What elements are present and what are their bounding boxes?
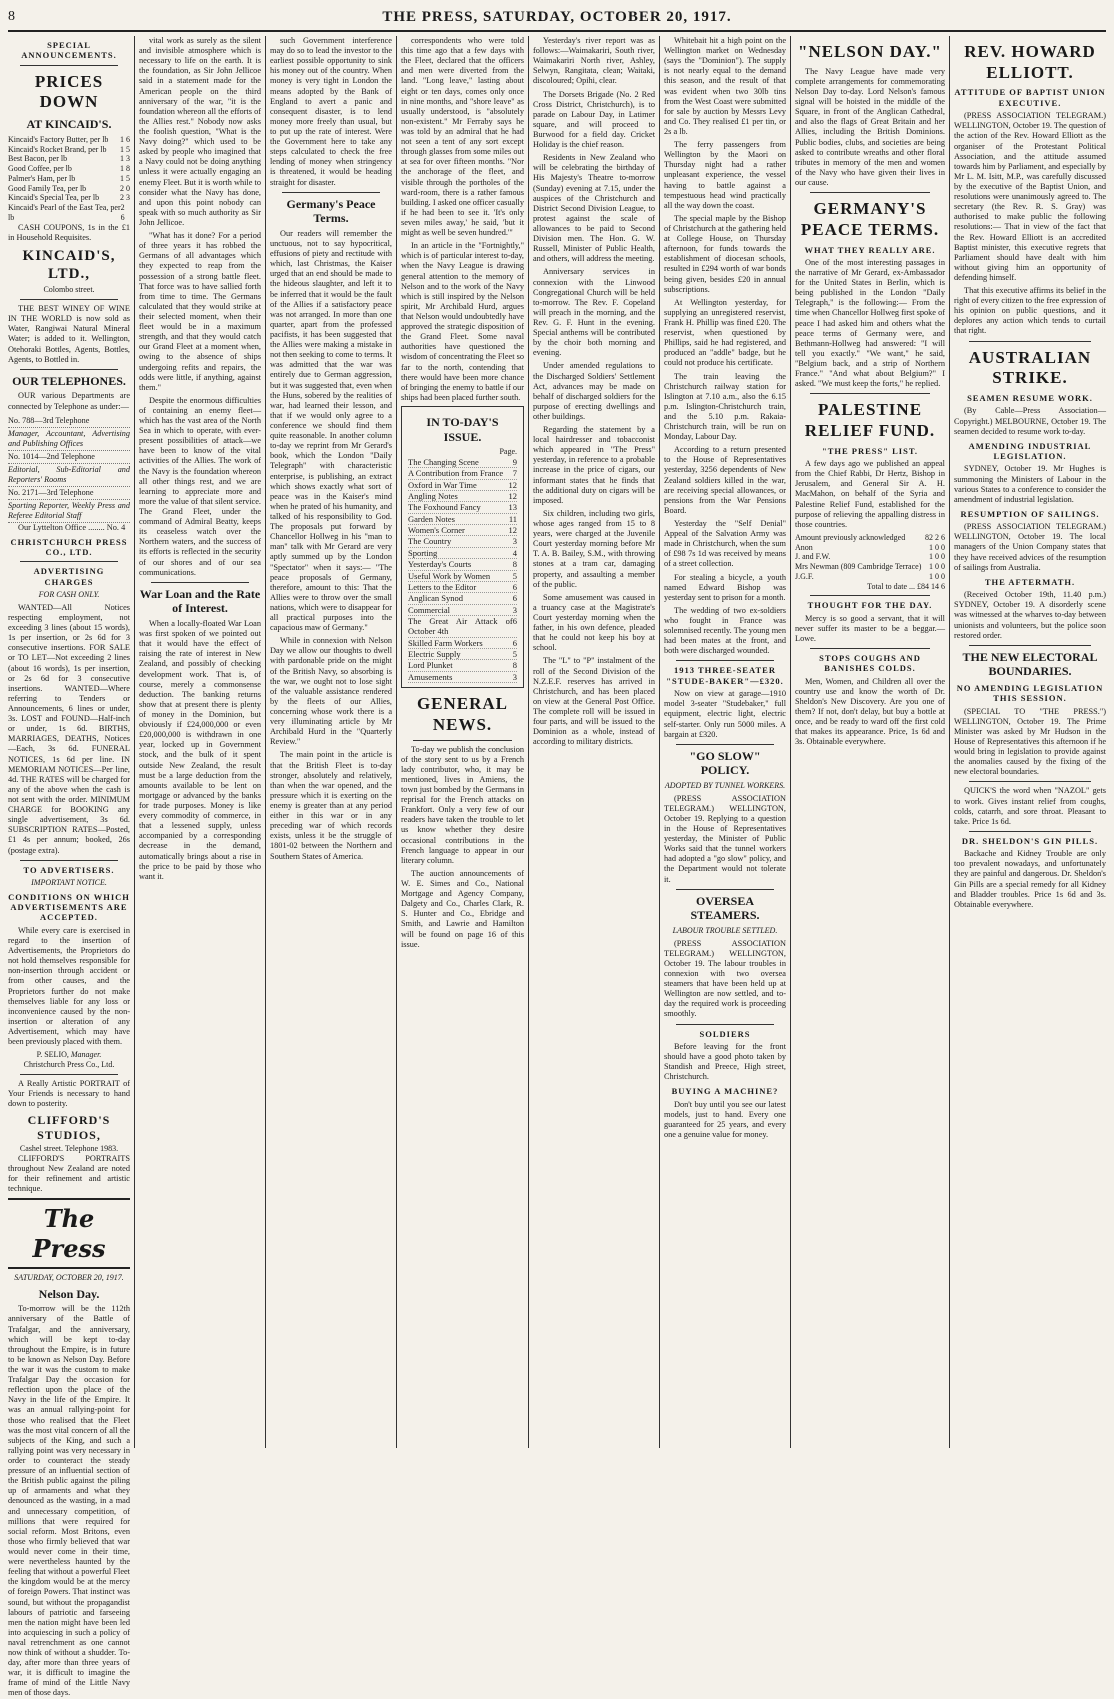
germany-peace-text: One of the most interesting passages in the narrative of Mr Gerard, ex-Ambassador for the United States in Berlin, which is being published in the London "Daily Telegraph," is the following:— From the time when Chancellor Hollweg first spoke of peace I had asked him and others what the peace terms of Germany were, and Bethmann-Hollweg had answered: "I will tell you exactly." "We want," he said, "Belgium back, and a strip of Northern France." "And what about Belgium?" I asked. "We must keep the forts," he replied. bbox=[795, 257, 945, 389]
manager-signature: P. SELIO, Manager. bbox=[36, 1050, 102, 1060]
page-number: 8 bbox=[8, 9, 16, 24]
price-row: Best Bacon, per lb 1 3 bbox=[8, 154, 130, 164]
company-name: CHRISTCHURCH PRESS CO., LTD. bbox=[10, 536, 128, 558]
peace-terms-title: Germany's Peace Terms. bbox=[286, 196, 376, 226]
kincaid-address: Colombo street. bbox=[43, 285, 95, 295]
price-row: Kincaid's Factory Butter, per lb 1 6 bbox=[8, 134, 130, 144]
electoral-sub: NO AMENDING LEGISLATION THIS SESSION. bbox=[956, 682, 1104, 704]
toc-row: Yesterday's Courts 8 bbox=[408, 559, 517, 570]
toc-row: Garden Notes 11 bbox=[408, 513, 517, 524]
elliott-sub: ATTITUDE OF BAPTIST UNION EXECUTIVE. bbox=[954, 87, 1106, 108]
nelson-day-text: The Navy League have made very complete arrangements for commemorating Nelson Day to-day. Lord Nelson's famous signal will be hoisted in the middle of the Square, in front of the Anglican Cathedral, and also the flags of Great Britain and her Allies, including the British Dominions. Public bodies, clubs, and societies are being asked to contribute wreaths and other floral tributes in memory of the men and women of the Navy who have given their lives in our cause. bbox=[795, 66, 945, 187]
subscription-list bbox=[795, 533, 945, 592]
leader-title: Nelson Day. bbox=[38, 1286, 100, 1301]
general-news-text: To-day we publish the conclusion of the story sent to us by a French lady contributor, who, it may be mentioned, lives in Amiens, the town just bombed by the Germans in reprisal for the French attacks on Frankfort. Only a very few of our readers have taken the trouble to let us know whether they desire occasional contributions in the French language to appear in our literary column. bbox=[401, 744, 524, 865]
cliffords-text: CLIFFORD'S PORTRAITS throughout New Zealand are noted for their refinement and artistic technique. bbox=[8, 1153, 130, 1194]
toc-row: Useful Work by Women 5 bbox=[408, 570, 517, 581]
electoral-heading: THE NEW ELECTORAL BOUNDARIES. bbox=[962, 649, 1098, 679]
toc-row: Skilled Farm Workers 6 bbox=[408, 637, 517, 648]
aftermath-heading: THE AFTERMATH. bbox=[984, 576, 1076, 587]
gin-pills-heading: DR. SHELDON'S GIN PILLS. bbox=[961, 835, 1099, 846]
general-news-heading: GENERAL NEWS. bbox=[416, 694, 509, 734]
cash-coupons-text: CASH COUPONS, 1s in the £1 in Household Requisites. bbox=[8, 222, 130, 242]
subscription-row: J. and F.W. 1 0 0 bbox=[795, 552, 945, 562]
australian-strike-heading: AUSTRALIAN STRIKE. bbox=[968, 347, 1092, 388]
general-news-text-2: The auction announcements of W. E. Simes and Co., National Mortgage and Agency Company, Dalgety and Co., Charles Clark, R. S. Hunter and Co., Ebridge and Smith, and Lawrie and Hamilton will be found on page 16 of this issue. bbox=[401, 868, 524, 949]
news-paragraph: The train leaving the Christchurch railway station for Islington at 7.10 a.m., also the 6.15 p.m. Islington-Christchurch train, and the 5.10 p.m. Rakaia-Christchurch train, will be run on Monday, Labour Day. bbox=[664, 371, 786, 442]
news-paragraph: Under amended regulations to the Discharged Soldiers' Settlement Act, advances may be made on behalf of discharged soldiers for the purpose of erecting dwellings and other buildings. bbox=[533, 361, 655, 421]
article-paragraph: In an article in the "Fortnightly," which is of particular interest to-day, when the Navy League is drawing general attention to the memory of Nelson and to the work of the Navy which is still inspired by the Nelson spirit, Mr Archibald Hurd, argues that Nelson would undoubtedly have approved the strategic disposition of the Grand Fleet. Some naval authorities have questioned the wisdom of concentrating the Fleet so far to the north, contending that there would have been more chance of bringing the enemy to battle if our ships had been placed further south. bbox=[401, 241, 524, 402]
article-paragraph: Despite the enormous difficulties of containing an enemy fleet—which has the vast area of the North Sea in which to operate, with ever-present possibilities of attack—we have been to know of the vital activities of the Allies. The work of the Navy is the foundation whereon all other things rest, and we are learning to appreciate more and more the value of that silent service. The Grand Fleet, under the command of Admiral Beatty, keeps its ceaseless watch over the Northern waters, and the success of its efforts is reflected in the security of our shores and of our sea communications. bbox=[139, 395, 261, 577]
column-7 bbox=[795, 36, 945, 1448]
article-paragraph: "What has it done? For a period of three years it has robbed the Germans of all advantages which they expected to reap from the possession of a strong battle fleet. That force was to have sallied forth from time to time. The Germans calculated that they would strike at their selected moment, when their fleet would be in a maximum strength, and that they would catch our Grand Fleet at a moment when, owing to the absence of ships undergoing refits and repairs, the odds were little, if anything, against them." bbox=[139, 231, 261, 392]
sailings-text: (PRESS ASSOCIATION TELEGRAM.) WELLINGTON, October 19. The local managers of the Union Company states that they have received advices of the resumption of sailings from Australia. bbox=[954, 522, 1106, 572]
column-rule bbox=[659, 36, 660, 1448]
adv-charges-text: WANTED—All Notices respecting employment, not exceeding 3 lines (about 15 words), 1s per insertion, or 2s 6d for 3 consecutive insertions. FOR SALE or TO LET—Not exceeding 2 lines (about 16 words), 1s per insertion, or 2s 6d for 3 consecutive insertions. WANTED—Where referring to Tenders or Announcements, 6 lines or under, 3s. LOST and FOUND—Half-inch or under, 1s 6d. BIRTHS, MARRIAGES, DEATHS, Notices—Each, 3s 6d. FUNERAL NOTICES, 1s 6d per line. IN MEMORIAM NOTICES—Per line, 4d. THE RATES will be charged for any of the above when the cash is not sent with the order. MINIMUM CHARGE for BOOKING any single advertisement, 3s 6d. SUBSCRIPTION RATES—Posted, £1 4s per annum; booked, 26s (postage extra). bbox=[8, 602, 130, 855]
peace-terms-text-2: While in connexion with Nelson Day we allow our thoughts to dwell with pardonable pride on the might of the British Navy, so absorbing is the war, we ought not to lose sight of the valuable assistance rendered by the fleets of our Allies, concerning whose work there is a very illuminating article by Mr Archibald Hurd in the "Quarterly Review." bbox=[270, 636, 392, 747]
soldiers-heading: SOLDIERS bbox=[699, 1028, 751, 1039]
article-paragraph: such Government interference may do so to lead the investor to the earliest possible opportunity to sink his money out of the country. When money is very tight in London the means adopted by the Bank of England to avert a panic and consequent disaster, is to lend money more freely than usual, but to put up the rate of interest. Were the Government here to take any steps calculated to check the free lending of money when stringency is threatened, it would be heading straight for disaster. bbox=[270, 36, 392, 187]
toc-row: The Great Air Attack of October 4th 6 bbox=[408, 615, 517, 637]
conditions-heading: CONDITIONS ON WHICH ADVERTISEMENTS ARE ACCEPTED. bbox=[8, 891, 130, 923]
coughs-text: Men, Women, and Children all over the country use and know the worth of Dr. Sheldon's New Discovery. Are you one of them? If not, don't delay, but buy a bottle at once, and be ready to ward off the first cold that makes its appearance. Price, 1s 6d and 3s. Obtainable everywhere. bbox=[795, 676, 945, 747]
toc-row: Angling Notes 12 bbox=[408, 491, 517, 502]
masthead bbox=[8, 4, 1106, 32]
price-row: Kincaid's Rocket Brand, per lb 1 5 bbox=[8, 144, 130, 154]
phone-row: No. 2171—3rd Telephone bbox=[8, 487, 130, 500]
news-paragraph: The Dorsets Brigade (No. 2 Red Cross District, Christchurch), is to parade on Labour Day, in Latimer square, and will proceed to Burwood for a field day. Cricket Holiday is the chief reason. bbox=[533, 89, 655, 150]
column-3 bbox=[270, 36, 392, 1448]
toc-row: Oxford in War Time 12 bbox=[408, 479, 517, 490]
oversea-sub: LABOUR TROUBLE SETTLED. bbox=[672, 925, 778, 935]
leader-date: SATURDAY, OCTOBER 20, 1917. bbox=[14, 1272, 124, 1282]
news-paragraph: The special maple by the Bishop of Christchurch at the gathering held at College House, on Thursday afternoon, for funds towards the establishment of diocesan schools, resulted in £294 worth of war bonds being given, besides £20 in annual subscriptions. bbox=[664, 213, 786, 294]
portrait-ad: A Really Artistic PORTRAIT of Your Friends is necessary to hand down to posterity. bbox=[8, 1078, 130, 1108]
germany-peace-sub: WHAT THEY REALLY ARE. bbox=[804, 244, 936, 255]
leader-text: To-morrow will be the 112th anniversary of the Battle of Trafalgar, and the anniversary, which will be kept to-day throughout the Empire, is in future to be known as Nelson Day. Before the war it was the custom to make Trafalgar Day the occasion for reflection upon the place of the Navy in the life of the Empire. It was an annual rallying-point for those who realised that the Fleet was the most vital concern of all the subjects of the King, and such a rallying point was very necessary in order to counteract the steady pressure of an influential section of the British public against the piling up of armaments and what they denounced as the wasting, in a mad and unnecessary competition, of millions that were required for social reform. Most Britons, even those who firmly believed that war would never come in their time, were nevertheless haunted by the feeling that without a powerful Fleet the kingdom would be at the mercy of foreign Powers. That instinct was sound, but without the propagandist labours of patriotic and farseeing men the nation might have been led into acquiescing in such a policy of naval retrenchment as one cannot now think of without a shudder. To-day, after more than three years of war, it is difficult to imagine the frame of mind of the Little Navy men of those days. bbox=[8, 1304, 130, 1698]
news-paragraph: Regarding the statement by a local hairdresser and tobacconist which appeared in "The Press" yesterday, in reference to a probable increase in the price of cigars, our informant states that he finds that the additional duty on cigars will be imposed. bbox=[533, 425, 655, 505]
phone-dept: Editorial, Sub-Editorial and Reporters' Rooms bbox=[8, 464, 130, 487]
best-wine-ad: THE BEST WINEY OF WINE IN THE WORLD is now sold as Water, Rangiwai Natural Mineral Water; is added to it. Wellington, Otehoraki Bottles, Agents, Bottles, Agents, to Bottled in. bbox=[8, 304, 130, 364]
phones-intro: OUR various Departments are connected by Telephone as under:— bbox=[8, 391, 130, 411]
column-6 bbox=[664, 36, 786, 1448]
studebaker-heading: 1913 THREE-SEATER "STUDE-BAKER"—£320. bbox=[666, 665, 784, 686]
subscription-row: Anon 1 0 0 bbox=[795, 542, 945, 552]
phone-row: No. 1014—2nd Telephone bbox=[8, 451, 130, 464]
news-paragraph: At Wellington yesterday, for supplying an unregistered reservist, Frank H. Phillip was fined £20. The reservist, when questioned by Phillips, said he had registered, and produced an "addle" badge, but he could not produce his certificate. bbox=[664, 297, 786, 368]
news-paragraph: Residents in New Zealand who will be celebrating the birthday of His Majesty's Theatre to-morrow (Sunday) evening at 7.15, under the auspices of the Christchurch and District Second Division League, to protest against the scale of allowances to be paid to Second Division men. The Hon. G. W. Russell, Minister of Public Health, and others, will address the meeting. bbox=[533, 153, 655, 264]
amending-heading: AMENDING INDUSTRIAL LEGISLATION. bbox=[968, 440, 1092, 462]
article-paragraph: vital work as surely as the silent and invisible atmosphere which is necessary to life on the earth. It is the foundation, as Sir John Jellicoe said in a statement made for the American people on the third anniversary of the war, "it is the foundation whereon all the efforts of the Allies rest." Nobody now asks the foolish question, "What is the Navy doing?" which used to be asked by people who imagined that a Navy could not be doing anything unless it were actually engaging an enemy Fleet. But it is worth while to consider what the Navy has done, and upon this point nobody can speak with so much authority as Sir John Jellicoe. bbox=[139, 36, 261, 227]
news-paragraph: Anniversary services in connexion with the Linwood Congregational Church will be held to-morrow. The Rev. F. Copeland will preach in the morning, and the Rev. G. F. Hunt in the evening. Special anthems will be contributed by the choir both morning and evening. bbox=[533, 267, 655, 358]
todays-issue-heading: IN TO-DAY'S ISSUE. bbox=[426, 414, 499, 444]
column-rule bbox=[949, 36, 950, 1448]
column-5 bbox=[533, 36, 655, 1448]
column-rule bbox=[396, 36, 397, 1448]
war-loan-title: War Loan and the Rate of Interest. bbox=[139, 586, 261, 616]
subscription-row: Mrs Newman (809 Cambridge Terrace) 1 0 0 bbox=[795, 562, 945, 572]
paper-title: The Press bbox=[32, 1204, 106, 1263]
thought-heading: THOUGHT FOR THE DAY. bbox=[807, 600, 933, 611]
price-row: Good Coffee, per lb 1 8 bbox=[8, 164, 130, 174]
phones-heading: OUR TELEPHONES. bbox=[12, 373, 126, 388]
todays-issue-box bbox=[401, 406, 524, 688]
manager-company: Christchurch Press Co., Ltd. bbox=[23, 1059, 115, 1069]
column-8 bbox=[954, 36, 1106, 1448]
important-notice: IMPORTANT NOTICE. bbox=[31, 878, 107, 888]
australian-strike-text: (By Cable—Press Association—Copyright.) MELBOURNE, October 19. The seamen decided to resume work to-day. bbox=[954, 406, 1106, 436]
column-4 bbox=[401, 36, 524, 1448]
news-paragraph: Six children, including two girls, whose ages ranged from 15 to 8 years, were charged at the Juvenile Court yesterday morning before Mr T. A. B. Bailey, S.M., with throwing stones at a tram car, damaging property, and assaulting a member of the public. bbox=[533, 508, 655, 589]
war-loan-text: When a locally-floated War Loan was first spoken of we pointed out that it would have the effect of raising the rate of interest in New Zealand, and possibly of checking development work. That is, of course, merely a commonsense deduction. The banking returns show that at present there is plenty of money in the Dominion, but obviously if £24,000,000 or even £20,000,000 is withdrawn in one year, locked up in Government stock, and the bulk of it spent outside New Zealand, the result must be a large deduction from the amounts available to be lent on mortgage or advanced by the banks for trade purposes. Money is like every commodity of commerce, in that a lessened supply, unless accompanied by a corresponding decrease in the demand, automatically brings about a rise in the price to be paid by those who want it. bbox=[139, 619, 261, 881]
toc-row: Sporting 4 bbox=[408, 547, 517, 558]
toc-row: Amusements 3 bbox=[408, 671, 517, 682]
price-row: Palmer's Ham, per lb 1 5 bbox=[8, 173, 130, 183]
kincaid-firm-name: KINCAID'S, LTD., bbox=[22, 247, 116, 283]
to-advertisers-heading: TO ADVERTISERS. bbox=[23, 864, 115, 875]
phone-list bbox=[8, 415, 130, 523]
subscription-row: Amount previously acknowledged 82 2 6 bbox=[795, 532, 945, 542]
germany-peace-heading: GERMANY'S PEACE TERMS. bbox=[800, 199, 940, 239]
palestine-text: A few days ago we published an appeal from the Chief Rabbi, Dr Hertz, Bishop in Jerusalem, and General Sir A. H. MacMahon, on behalf of the Syria and Palestine Relief Fund, established for the purpose of relieving the appalling distress in those countries. bbox=[795, 459, 945, 529]
toc-row: Commercial 3 bbox=[408, 604, 517, 615]
toc-row: Electric Supply 5 bbox=[408, 649, 517, 660]
cliffords-name: CLIFFORD'S STUDIOS, bbox=[27, 1112, 111, 1142]
machine-heading: BUYING A MACHINE? bbox=[671, 1086, 779, 1097]
news-paragraph: According to a return presented to the House of Representatives yesterday, 3256 dependents of New Zealand soldiers killed in the war, are receiving special allowances, or pensions from the War Pensions Board. bbox=[664, 445, 786, 515]
news-paragraph: The ferry passengers from Wellington by the Maori on Thursday night had a rather unpleasant experience, the vessel having to battle against a tempestuous head wind practically all the way down the coast. bbox=[664, 140, 786, 210]
price-row: Good Family Tea, per lb 2 0 bbox=[8, 183, 130, 193]
phone-dept: Sporting Reporter, Weekly Press and Referee Editorial Staff bbox=[8, 500, 130, 523]
adv-charges-heading: ADVERTISING CHARGES bbox=[33, 566, 105, 587]
column-rule bbox=[528, 36, 529, 1448]
thought-text: Mercy is so good a servant, that it will never suffer its master to be a beggar.—Lowe. bbox=[795, 613, 945, 643]
toc-row: Letters to the Editor 6 bbox=[408, 581, 517, 592]
aftermath-text: (Received October 19th, 11.40 p.m.) SYDNEY, October 19. A disorderly scene was witnessed at the wharves to-day between unionists and volunteers, but the police soon restored order. bbox=[954, 590, 1106, 640]
nazol-ad: QUICK'S the word when "NAZOL" gets to work. Gives instant relief from coughs, colds, catarrh, and sore throat. Pleasant to take. Price 1s 6d. bbox=[954, 786, 1106, 826]
subscription-row: J.G.F. 1 0 0 bbox=[795, 571, 945, 581]
news-paragraph: Whitebait hit a high point on the Wellington market on Wednesday (says the "Dominion"). The supply is not nearly equal to the demand this season, and the result of that was evident when two 30lb tins from the West Coast were submitted for sale by auction by Messrs Levy and Co. They realised £1 per tin, or 2s a lb. bbox=[664, 36, 786, 136]
column-1 bbox=[8, 36, 130, 1698]
sailings-heading: RESUMPTION OF SAILINGS. bbox=[960, 508, 1100, 519]
amending-text: SYDNEY, October 19. Mr Hughes is summoning the Ministers of Labour in the various States to a conference to consider the amendment of industrial legislation. bbox=[954, 464, 1106, 504]
conditions-text: While every care is exercised in regard to the insertion of Advertisements, the Proprietors do not hold themselves responsible for non-insertion through accident or from other causes, and the Proprietors further do not make themselves liable for any loss or inconvenience caused by the non-insertion or alteration of any Advertisement, which may have been previously placed with them. bbox=[8, 925, 130, 1047]
toc-row: The Foxhound Fancy 13 bbox=[408, 502, 517, 513]
australian-strike-sub: SEAMEN RESUME WORK. bbox=[967, 393, 1093, 404]
palestine-sub: "THE PRESS" LIST. bbox=[822, 445, 918, 456]
news-paragraph: For stealing a bicycle, a youth named Edward Bishop was yesterday sent to prison for a month. bbox=[664, 572, 786, 602]
toc-row: Women's Corner 12 bbox=[408, 525, 517, 536]
palestine-heading: PALESTINE RELIEF FUND. bbox=[804, 400, 936, 441]
column-2 bbox=[139, 36, 261, 1448]
nelson-day-heading: "NELSON DAY." bbox=[798, 42, 942, 61]
toc-row: The Changing Scene 9 bbox=[408, 456, 517, 467]
news-paragraph: Yesterday the "Self Denial" Appeal of the Salvation Army was made in Christchurch, when the sum of £98 7s 1d was received by means of a street collection. bbox=[664, 519, 786, 569]
at-kincaids-heading: AT KINCAID'S. bbox=[26, 117, 112, 132]
elliott-text: (PRESS ASSOCIATION TELEGRAM.) WELLINGTON, October 19. The question of the action of the Rev. Howard Elliott as the organiser of the Protestant Political Association, and the attitude assumed towards him by Parliament, and especially by Mr L. M. Isitt, M.P., was carefully discussed by the executive of the Baptist Union, and resolutions were unanimously agreed to. The secretary (the Rev. R. S. Gray) was authorised to make public the following resolutions:— That in view of the fact that the Rev. Howard Elliott is an accredited Baptist minister, this executive regrets that Parliament should have dealt with him without giving him an opportunity of defending himself. bbox=[954, 111, 1106, 282]
studebaker-text: Now on view at garage—1910 model 3-seater "Studebaker," full equipment, electric light, electric self-starter. Only run 5000 miles. A bargain at £320. bbox=[664, 689, 786, 739]
adv-charges-sub: FOR CASH ONLY. bbox=[38, 590, 100, 600]
soldiers-text: Before leaving for the front should have a good photo taken by Standish and Preece, High street, Christchurch. bbox=[664, 1041, 786, 1082]
news-paragraph: The wedding of two ex-soldiers who fought in France was solemnised recently. The young men had been mates at the front, and both were discharged wounded. bbox=[664, 605, 786, 656]
machine-text: Don't buy until you see our latest models, just to hand. Every one guaranteed for 25 years, and every one a genuine value for money. bbox=[664, 1099, 786, 1140]
lyttelton-office: Our Lyttelton Office ........ No. 4 bbox=[18, 522, 126, 532]
toc-page-label: Page. bbox=[499, 447, 517, 457]
column-rule bbox=[265, 36, 266, 1448]
go-slow-sub: ADOPTED BY TUNNEL WORKERS. bbox=[664, 780, 786, 790]
special-announcements-heading: SPECIAL ANNOUNCEMENTS. bbox=[21, 40, 117, 61]
peace-terms-text: Our readers will remember the unctuous, not to say hypocritical, effusions of piety and rectitude with which, last Christmas, the Kaiser urged that an end should be made to the hideous slaughter, and left it to be inferred that it would be the fault of the Allies if a satisfactory peace was not arranged. In more than one quarter, apart from the professed pacifists, it has been suggested that the Allies were making a mistake in not then seeking to come to terms. It was admitted that the war was entirely due to German aggression, but it was suggested that, even when the Huns, sobered by the realities of war, had learned their lesson, and that if we would only agree to a conference we should find them quite reasonable. In another column to-day we reprint from Mr Gerard's book, which the London "Daily Telegraph" with characteristic enterprise, is publishing, an extract which shows exactly what sort of peace was in the Kaiser's mind when he prated of his humanity, and talked of his responsibility to God. The proposals put forward by Chancellor Hollweg in his "man to man" talk with Mr Gerard are very aptly summed up by the London "Spectator" when it says:— "The peace proposals of Germany, therefore, amount to this: That the Allies were to throw over the small nations, which were to disappear for all practical purposes into the capacious maw of Germany." bbox=[270, 228, 392, 633]
go-slow-text: (PRESS ASSOCIATION TELEGRAM.) WELLINGTON, October 19. Replying to a question in the House of Representatives yesterday, the Minister of Public Works said that the tunnel workers had adopted a "go slow" policy, and the Department would not tolerate it. bbox=[664, 793, 786, 884]
elliott-heading: REV. HOWARD ELLIOTT. bbox=[964, 42, 1096, 82]
masthead-title: THE PRESS, SATURDAY, OCTOBER 20, 1917. bbox=[382, 8, 732, 25]
toc-row: Anglican Synod 6 bbox=[408, 593, 517, 604]
toc-row: The Country 3 bbox=[408, 536, 517, 547]
electoral-text: (SPECIAL TO "THE PRESS.") WELLINGTON, October 19. The Prime Minister was asked by Mr Hudson in the House of Representatives this afternoon if he would bring in legislation to provide against the anomalies caused by the fixing of the new electoral boundaries. bbox=[954, 706, 1106, 777]
phone-row: No. 788—3rd Telephone bbox=[8, 415, 130, 428]
cliffords-address: Cashel street. Telephone 1983. bbox=[19, 1144, 119, 1154]
prices-down-heading: PRICES DOWN bbox=[34, 71, 104, 112]
coughs-heading: STOPS COUGHS AND BANISHES COLDS. bbox=[819, 653, 921, 674]
subscription-total: Total to date ... £84 14 6 bbox=[867, 581, 945, 591]
news-paragraph: Some amusement was caused in a truancy case at the Magistrate's Court yesterday morning when the father, in his own defence, pleaded that he could not keep his boy at school. bbox=[533, 592, 655, 653]
price-row: Kincaid's Pearl of the East Tea, per lb 2 6 bbox=[8, 203, 125, 222]
elliott-text-2: That this executive affirms its belief in the right of every citizen to the free expression of his opinion on public questions, and it deplores any action which tends to curtail that right. bbox=[954, 286, 1106, 336]
price-list bbox=[8, 135, 130, 223]
news-paragraph: The "L" to "P" instalment of the roll of the Second Division of the N.Z.E.F. reserves has arrived in Christchurch, and has been placed on view at the General Post Office. The complete roll will be issued in four parts, and will be issued to the Dominion as a whole, instead of according to military districts. bbox=[533, 656, 655, 747]
oversea-heading: OVERSEA STEAMERS. bbox=[690, 893, 760, 923]
oversea-text: (PRESS ASSOCIATION TELEGRAM.) WELLINGTON, October 19. The labour troubles in connexion with two oversea steamers that have been held up at Wellington are now settled, and to-day the required work is proceeding smoothly. bbox=[664, 938, 786, 1019]
phone-dept: Manager, Accountant, Advertising and Publishing Offices bbox=[8, 428, 130, 451]
toc-row: Lord Plunket 8 bbox=[408, 660, 517, 671]
peace-terms-text-3: The main point in the article is that the British Fleet is to-day stronger, absolutely and relatively, than when the war opened, and the pressure which it is exerting on the enemy is greater than at any period either in this war or in any preceding war of which records exists, unless it be the struggle of 1801-02 between the Northern and Southern States of America. bbox=[270, 750, 392, 861]
news-paragraph: Yesterday's river report was as follows:—Waimakariri, South river, Waimakariri North river, Ashley, Selwyn, Rangitata, clean; Waitaki, discoloured; Opihi, clear. bbox=[533, 36, 655, 86]
gin-pills-text: Backache and Kidney Trouble are only too prevalent nowadays, and unfortunately they are painful and dangerous. Dr. Sheldon's Gin Pills are a special remedy for all Kidney and Bladder troubles. Price 1s 6d and 3s. Obtainable everywhere. bbox=[954, 849, 1106, 909]
toc-row: A Contribution from France 7 bbox=[408, 468, 517, 479]
column-rule bbox=[790, 36, 791, 1448]
column-rule bbox=[134, 36, 135, 1448]
article-paragraph: correspondents who were told this time ago that a few days with the Fleet, declared that the officers and men were diverted from the land. "Long leave," lasting about eight or ten days, comes only once in nine months, and "shore leave" as usually understood, is "absolutely non-existent." Mr Ferraby says he was told by an admiral that he had not seen a tent of any sort except through glasses from some miles out at sea for over fifteen months. "Nor the anchorage of the fleet, and visible through the portholes of the ward-room, there is a rather famous building. I asked one officer casually if he had been to see it. 'It's only seven miles away,' he said, 'but it might as well be seven hundred.'" bbox=[401, 36, 524, 238]
go-slow-heading: "GO SLOW" POLICY. bbox=[689, 748, 761, 778]
price-row: Kincaid's Special Tea, per lb 2 3 bbox=[8, 193, 130, 203]
